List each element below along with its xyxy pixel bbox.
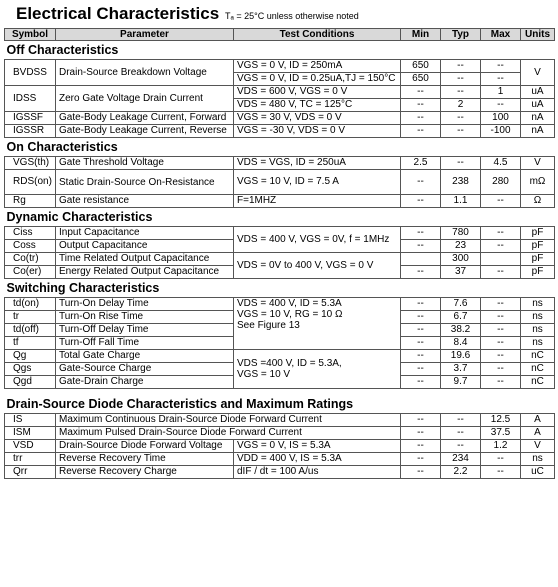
symbol-cell: Qgs	[5, 363, 56, 376]
max-cell: --	[481, 195, 521, 208]
unit-cell: uC	[521, 466, 555, 479]
parameter-cell: Output Capacitance	[56, 240, 234, 253]
max-cell: 1	[481, 86, 521, 99]
table-row	[5, 453, 555, 466]
parameter-cell: Maximum Continuous Drain-Source Diode Forward Current	[56, 414, 401, 427]
min-cell: --	[401, 298, 441, 311]
min-cell: --	[401, 240, 441, 253]
min-cell: --	[401, 99, 441, 112]
symbol-cell: Ciss	[5, 227, 56, 240]
unit-cell: pF	[521, 240, 555, 253]
condition-cell: VDS = 600 V, VGS = 0 V	[234, 86, 401, 99]
symbol-cell: trr	[5, 453, 56, 466]
typ-cell: 238	[441, 170, 481, 195]
typ-cell: --	[441, 440, 481, 453]
unit-cell: pF	[521, 253, 555, 266]
condition-cell: dIF / dt = 100 A/us	[234, 466, 401, 479]
parameter-cell: Gate resistance	[56, 195, 234, 208]
min-cell: --	[401, 337, 441, 350]
condition-cell: VGS = 0 V, ID = 250mA	[234, 60, 401, 73]
parameter-cell: Energy Related Output Capacitance	[56, 266, 234, 279]
symbol-cell: tf	[5, 337, 56, 350]
parameter-cell: Drain-Source Diode Forward Voltage	[56, 440, 234, 453]
typ-cell: --	[441, 414, 481, 427]
max-cell: --	[481, 363, 521, 376]
max-cell: --	[481, 266, 521, 279]
max-cell: --	[481, 324, 521, 337]
min-cell: 2.5	[401, 157, 441, 170]
parameter-cell: Gate Threshold Voltage	[56, 157, 234, 170]
parameter-cell: Zero Gate Voltage Drain Current	[56, 86, 234, 112]
condition-cell: VDS = VGS, ID = 250uA	[234, 157, 401, 170]
max-cell: 37.5	[481, 427, 521, 440]
max-cell: --	[481, 337, 521, 350]
page-title: Electrical Characteristics	[16, 4, 220, 23]
header-min: Min	[401, 29, 441, 41]
condition-cell: VDS = 0V to 400 V, VGS = 0 V	[234, 253, 401, 279]
temperature-note: Tₐ = 25°C unless otherwise noted	[225, 11, 359, 21]
min-cell: --	[401, 363, 441, 376]
parameter-cell: Turn-Off Delay Time	[56, 324, 234, 337]
table-row	[5, 253, 555, 266]
unit-cell: nA	[521, 112, 555, 125]
condition-cell: VGS = 10 V, ID = 7.5 A	[234, 170, 401, 195]
section-title-off: Off Characteristics	[5, 41, 555, 60]
condition-cell: VDD = 400 V, IS = 5.3A	[234, 453, 401, 466]
table-row	[5, 427, 555, 440]
min-cell: --	[401, 324, 441, 337]
min-cell: --	[401, 350, 441, 363]
unit-cell: nC	[521, 350, 555, 363]
typ-cell: --	[441, 86, 481, 99]
table-row	[5, 125, 555, 138]
symbol-cell: tr	[5, 311, 56, 324]
typ-cell: 38.2	[441, 324, 481, 337]
section-title-dynamic: Dynamic Characteristics	[5, 208, 555, 227]
min-cell: --	[401, 170, 441, 195]
parameter-cell: Gate-Body Leakage Current, Forward	[56, 112, 234, 125]
min-cell: --	[401, 86, 441, 99]
symbol-cell: ISM	[5, 427, 56, 440]
min-cell: --	[401, 195, 441, 208]
symbol-cell: td(on)	[5, 298, 56, 311]
symbol-cell: Co(tr)	[5, 253, 56, 266]
min-cell: 650	[401, 60, 441, 73]
min-cell	[401, 253, 441, 266]
typ-cell: 300	[441, 253, 481, 266]
typ-cell: 780	[441, 227, 481, 240]
max-cell: --	[481, 376, 521, 389]
unit-cell: V	[521, 60, 555, 86]
min-cell: --	[401, 266, 441, 279]
unit-cell: ns	[521, 453, 555, 466]
typ-cell: --	[441, 73, 481, 86]
section-title-on: On Characteristics	[5, 138, 555, 157]
typ-cell: 6.7	[441, 311, 481, 324]
table-row	[5, 227, 555, 240]
header-typ: Typ	[441, 29, 481, 41]
unit-cell: nA	[521, 125, 555, 138]
symbol-cell: Rg	[5, 195, 56, 208]
max-cell: --	[481, 466, 521, 479]
parameter-cell: Turn-Off Fall Time	[56, 337, 234, 350]
min-cell: --	[401, 376, 441, 389]
unit-cell: nC	[521, 376, 555, 389]
symbol-cell: VSD	[5, 440, 56, 453]
unit-cell: V	[521, 157, 555, 170]
header-parameter: Parameter	[56, 29, 234, 41]
table-row	[5, 157, 555, 170]
unit-cell: pF	[521, 227, 555, 240]
symbol-cell: Coss	[5, 240, 56, 253]
header-units: Units	[521, 29, 555, 41]
unit-cell: mΩ	[521, 170, 555, 195]
section-title-switching: Switching Characteristics	[5, 279, 555, 298]
min-cell: --	[401, 427, 441, 440]
min-cell: --	[401, 227, 441, 240]
symbol-cell: IDSS	[5, 86, 56, 112]
symbol-cell: IGSSR	[5, 125, 56, 138]
unit-cell: pF	[521, 266, 555, 279]
symbol-cell: td(off)	[5, 324, 56, 337]
typ-cell: --	[441, 60, 481, 73]
symbol-cell: Qgd	[5, 376, 56, 389]
table-row	[5, 298, 555, 311]
unit-cell: ns	[521, 337, 555, 350]
condition-cell: VDS = 480 V, TC = 125°C	[234, 99, 401, 112]
header-symbol: Symbol	[5, 29, 56, 41]
max-cell: --	[481, 298, 521, 311]
condition-cell: VDS = 400 V, ID = 5.3A VGS = 10 V, RG = 10 Ω See Figure 13	[234, 298, 401, 350]
min-cell: --	[401, 311, 441, 324]
typ-cell: 1.1	[441, 195, 481, 208]
header-test-conditions: Test Conditions	[234, 29, 401, 41]
condition-cell: VGS = 0 V, IS = 5.3A	[234, 440, 401, 453]
max-cell: --	[481, 60, 521, 73]
table-row	[5, 86, 555, 99]
min-cell: --	[401, 466, 441, 479]
condition-cell: VGS = -30 V, VDS = 0 V	[234, 125, 401, 138]
parameter-cell: Gate-Source Charge	[56, 363, 234, 376]
symbol-cell: IGSSF	[5, 112, 56, 125]
unit-cell: A	[521, 427, 555, 440]
parameter-cell: Maximum Pulsed Drain-Source Diode Forward Current	[56, 427, 401, 440]
parameter-cell: Drain-Source Breakdown Voltage	[56, 60, 234, 86]
parameter-cell: Time Related Output Capacitance	[56, 253, 234, 266]
min-cell: --	[401, 453, 441, 466]
max-cell: --	[481, 73, 521, 86]
typ-cell: 37	[441, 266, 481, 279]
typ-cell: 7.6	[441, 298, 481, 311]
table-row	[5, 60, 555, 73]
typ-cell: 2	[441, 99, 481, 112]
unit-cell: nC	[521, 363, 555, 376]
unit-cell: ns	[521, 298, 555, 311]
symbol-cell: Co(er)	[5, 266, 56, 279]
parameter-cell: Turn-On Rise Time	[56, 311, 234, 324]
min-cell: --	[401, 440, 441, 453]
parameter-cell: Total Gate Charge	[56, 350, 234, 363]
symbol-cell: BVDSS	[5, 60, 56, 86]
unit-cell: A	[521, 414, 555, 427]
typ-cell: 8.4	[441, 337, 481, 350]
parameter-cell: Static Drain-Source On-Resistance	[56, 170, 234, 195]
typ-cell: --	[441, 125, 481, 138]
parameter-cell: Reverse Recovery Time	[56, 453, 234, 466]
parameter-cell: Gate-Drain Charge	[56, 376, 234, 389]
parameter-cell: Turn-On Delay Time	[56, 298, 234, 311]
typ-cell: --	[441, 427, 481, 440]
typ-cell: 2.2	[441, 466, 481, 479]
condition-cell: VGS = 0 V, ID = 0.25uA,TJ = 150°C	[234, 73, 401, 86]
symbol-cell: IS	[5, 414, 56, 427]
unit-cell: uA	[521, 99, 555, 112]
min-cell: 650	[401, 73, 441, 86]
unit-cell: Ω	[521, 195, 555, 208]
max-cell: --	[481, 453, 521, 466]
unit-cell: ns	[521, 311, 555, 324]
max-cell: -100	[481, 125, 521, 138]
condition-cell: VGS = 30 V, VDS = 0 V	[234, 112, 401, 125]
symbol-cell: Qg	[5, 350, 56, 363]
typ-cell: 234	[441, 453, 481, 466]
typ-cell: 19.6	[441, 350, 481, 363]
min-cell: --	[401, 112, 441, 125]
table-row	[5, 112, 555, 125]
table-row	[5, 195, 555, 208]
max-cell: --	[481, 99, 521, 112]
typ-cell: --	[441, 112, 481, 125]
max-cell: --	[481, 350, 521, 363]
table-row	[5, 440, 555, 453]
table-header-row	[5, 29, 555, 41]
max-cell: --	[481, 227, 521, 240]
max-cell: --	[481, 311, 521, 324]
max-cell: --	[481, 240, 521, 253]
condition-cell: VDS =400 V, ID = 5.3A, VGS = 10 V	[234, 350, 401, 389]
typ-cell: 3.7	[441, 363, 481, 376]
min-cell: --	[401, 414, 441, 427]
max-cell: 4.5	[481, 157, 521, 170]
max-cell: 1.2	[481, 440, 521, 453]
table-row	[5, 466, 555, 479]
table-row	[5, 350, 555, 363]
symbol-cell: VGS(th)	[5, 157, 56, 170]
parameter-cell: Reverse Recovery Charge	[56, 466, 234, 479]
typ-cell: --	[441, 157, 481, 170]
parameter-cell: Gate-Body Leakage Current, Reverse	[56, 125, 234, 138]
max-cell	[481, 253, 521, 266]
typ-cell: 9.7	[441, 376, 481, 389]
min-cell: --	[401, 125, 441, 138]
condition-cell: VDS = 400 V, VGS = 0V, f = 1MHz	[234, 227, 401, 253]
section-title-diode: Drain-Source Diode Characteristics and Maximum Ratings	[5, 395, 555, 414]
max-cell: 100	[481, 112, 521, 125]
unit-cell: ns	[521, 324, 555, 337]
symbol-cell: Qrr	[5, 466, 56, 479]
table-row	[5, 414, 555, 427]
max-cell: 280	[481, 170, 521, 195]
condition-cell: F=1MHZ	[234, 195, 401, 208]
parameter-cell: Input Capacitance	[56, 227, 234, 240]
typ-cell: 23	[441, 240, 481, 253]
header-max: Max	[481, 29, 521, 41]
table-row	[5, 170, 555, 195]
unit-cell: V	[521, 440, 555, 453]
characteristics-table	[4, 28, 555, 479]
max-cell: 12.5	[481, 414, 521, 427]
unit-cell: uA	[521, 86, 555, 99]
symbol-cell: RDS(on)	[5, 170, 56, 195]
